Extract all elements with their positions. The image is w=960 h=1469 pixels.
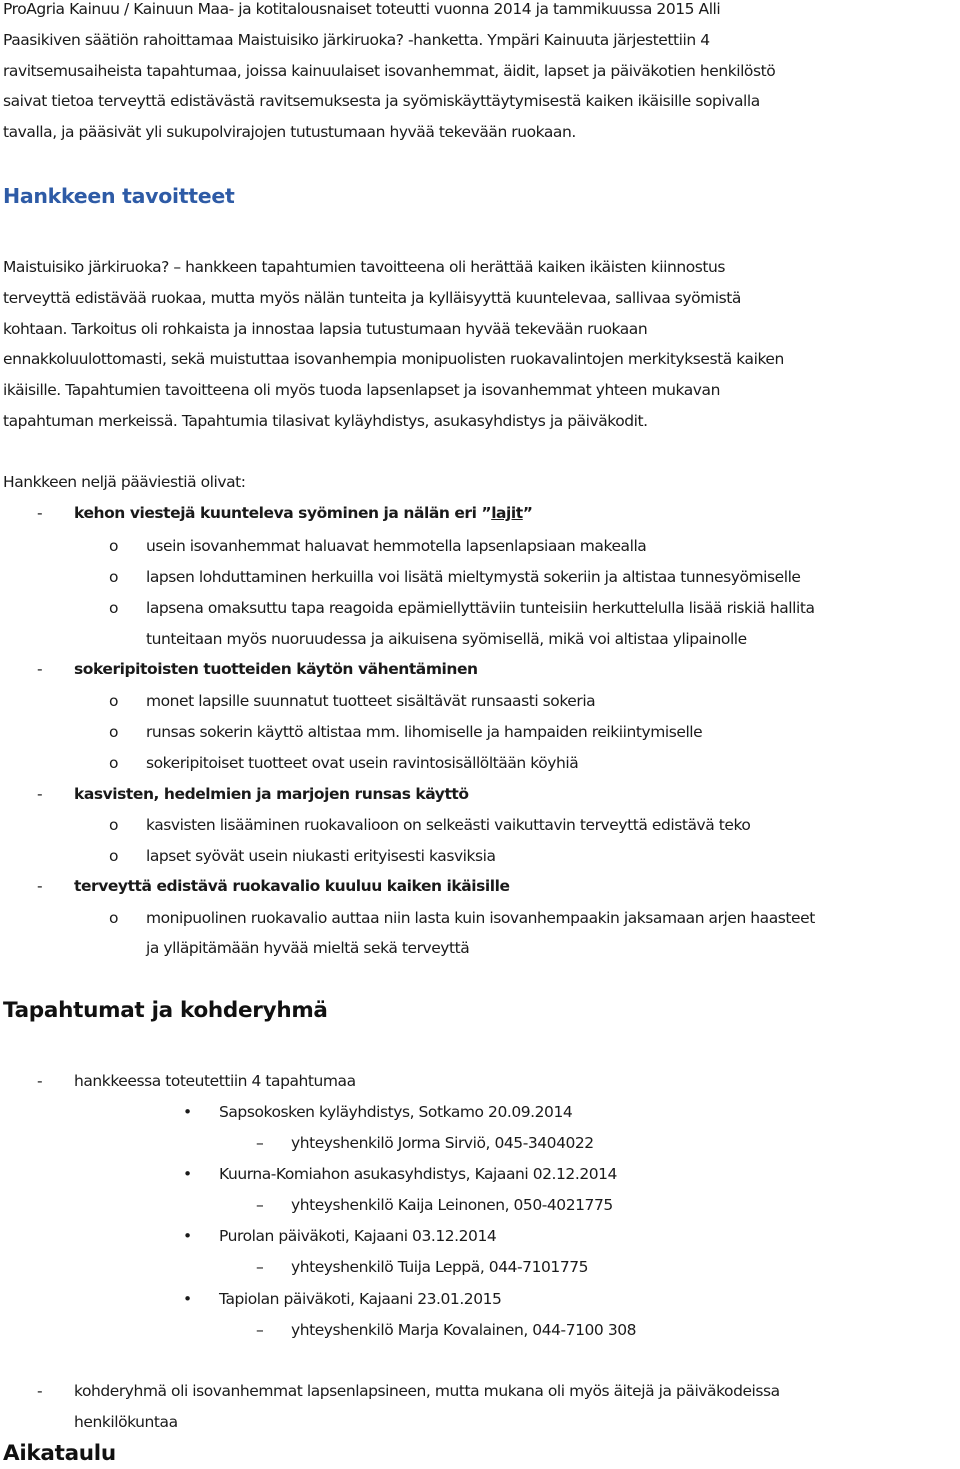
bullet-marker: o — [109, 568, 119, 586]
events-heading: Tapahtumat ja kohderyhmä — [3, 998, 328, 1023]
dash-marker: - — [37, 1072, 43, 1090]
event-place: Sapsokosken kyläyhdistys, Sotkamo 20.09.2014 — [219, 1103, 573, 1121]
event-contact: yhteyshenkilö Tuija Leppä, 044-7101775 — [291, 1258, 589, 1276]
intro-paragraph — [3, 0, 775, 148]
contact-dash-marker: – — [256, 1321, 264, 1339]
message-1-title-text: kehon viestejä kuunteleva syöminen ja nälän eri ” — [74, 504, 492, 522]
schedule-heading: Aikataulu — [3, 1441, 116, 1466]
message-4-sub: monipuolinen ruokavalio auttaa niin lasta kuin isovanhempaakin jaksamaan arjen haasteet — [146, 909, 815, 927]
event-contact: yhteyshenkilö Marja Kovalainen, 044-7100 308 — [291, 1321, 637, 1339]
intro-line: ravitsemusaiheista tapahtumaa, joissa kainuulaiset isovanhemmat, äidit, lapset ja päiväkotien henkilöstö — [3, 61, 776, 80]
goals-line: terveyttä edistävää ruokaa, mutta myös nälän tunteita ja kylläisyyttä kuuntelevaa, sallivaa syömistä — [3, 288, 741, 307]
dash-marker: - — [37, 877, 43, 895]
message-4-title: terveyttä edistävä ruokavalio kuuluu kaiken ikäisille — [74, 877, 510, 895]
message-3-sub: lapset syövät usein niukasti erityisesti kasviksia — [146, 847, 496, 865]
bullet-marker: • — [183, 1227, 193, 1245]
message-1-title-underlined: lajit — [491, 504, 523, 522]
events-intro: hankkeessa toteutettiin 4 tapahtumaa — [74, 1072, 356, 1090]
bullet-marker: o — [109, 909, 119, 927]
bullet-marker: o — [109, 754, 119, 772]
event-place: Purolan päiväkoti, Kajaani 03.12.2014 — [219, 1227, 497, 1245]
goals-paragraph — [3, 252, 784, 437]
goals-heading: Hankkeen tavoitteet — [3, 184, 235, 208]
dash-marker: - — [37, 1382, 43, 1400]
event-place: Kuurna-Komiahon asukasyhdistys, Kajaani 02.12.2014 — [219, 1165, 617, 1183]
messages-intro: Hankkeen neljä pääviestiä olivat: — [3, 473, 246, 491]
event-place: Tapiolan päiväkoti, Kajaani 23.01.2015 — [219, 1290, 502, 1308]
intro-line: ProAgria Kainuu / Kainuun Maa- ja kotitalousnaiset toteutti vuonna 2014 ja tammikuussa 2015 Alli — [3, 0, 721, 18]
message-1-sub: lapsen lohduttaminen herkuilla voi lisätä mieltymystä sokeriin ja altistaa tunnesyömiselle — [146, 568, 801, 586]
dash-marker: - — [37, 660, 43, 678]
intro-line: Paasikiven säätiön rahoittamaa Maistuisiko järkiruoka? -hanketta. Ympäri Kainuuta järjestettiin 4 — [3, 30, 710, 49]
target-group-line: henkilökuntaa — [74, 1413, 178, 1431]
goals-line: ikäisille. Tapahtumien tavoitteena oli myös tuoda lapsenlapset ja isovanhemmat yhteen mukavan — [3, 381, 720, 400]
message-2-title: sokeripitoisten tuotteiden käytön vähentäminen — [74, 660, 478, 678]
contact-dash-marker: – — [256, 1196, 264, 1214]
message-3-title: kasvisten, hedelmien ja marjojen runsas käyttö — [74, 785, 469, 803]
message-1-sub: lapsena omaksuttu tapa reagoida epämiellyttäviin tunteisiin herkuttelulla lisää riskiä hallita — [146, 599, 815, 617]
contact-dash-marker: – — [256, 1258, 264, 1276]
message-1-title-quote: ” — [522, 504, 533, 522]
message-2-sub: monet lapsille suunnatut tuotteet sisältävät runsaasti sokeria — [146, 692, 596, 710]
event-contact: yhteyshenkilö Jorma Sirviö, 045-3404022 — [291, 1134, 594, 1152]
dash-marker: - — [37, 504, 43, 522]
bullet-marker: • — [183, 1290, 193, 1308]
message-2-sub: sokeripitoiset tuotteet ovat usein ravintosisällöltään köyhiä — [146, 754, 579, 772]
message-1-sub: usein isovanhemmat haluavat hemmotella lapsenlapsiaan makealla — [146, 537, 647, 555]
bullet-marker: • — [183, 1165, 193, 1183]
message-2-sub: runsas sokerin käyttö altistaa mm. lihomiselle ja hampaiden reikiintymiselle — [146, 723, 703, 741]
message-3-sub: kasvisten lisääminen ruokavalioon on selkeästi vaikuttavin terveyttä edistävä teko — [146, 816, 751, 834]
goals-line: kohtaan. Tarkoitus oli rohkaista ja innostaa lapsia tutustumaan hyvää tekevään ruokaan — [3, 319, 648, 338]
intro-line: tavalla, ja pääsivät yli sukupolvirajojen tutustumaan hyvää tekevään ruokaan. — [3, 123, 576, 142]
dash-marker: - — [37, 785, 43, 803]
bullet-marker: • — [183, 1103, 193, 1121]
bullet-marker: o — [109, 847, 119, 865]
event-contact: yhteyshenkilö Kaija Leinonen, 050-4021775 — [291, 1196, 613, 1214]
message-1-sub-continued: tunteitaan myös nuoruudessa ja aikuisena syömisellä, mikä voi altistaa ylipainolle — [146, 630, 747, 648]
bullet-marker: o — [109, 816, 119, 834]
bullet-marker: o — [109, 692, 119, 710]
target-group-line: kohderyhmä oli isovanhemmat lapsenlapsineen, mutta mukana oli myös äitejä ja päiväkodeissa — [74, 1382, 780, 1400]
bullet-marker: o — [109, 599, 119, 617]
goals-line: tapahtuman merkeissä. Tapahtumia tilasivat kyläyhdistys, asukasyhdistys ja päiväkodit. — [3, 411, 648, 430]
contact-dash-marker: – — [256, 1134, 264, 1152]
goals-line: ennakkoluulottomasti, sekä muistuttaa isovanhempia monipuolisten ruokavalintojen merkityksestä kaiken — [3, 350, 784, 369]
goals-line: Maistuisiko järkiruoka? – hankkeen tapahtumien tavoitteena oli herättää kaiken ikäisten kiinnostus — [3, 258, 726, 276]
message-4-sub-continued: ja ylläpitämään hyvää mieltä sekä terveyttä — [146, 939, 470, 957]
bullet-marker: o — [109, 723, 119, 741]
intro-line: saivat tietoa terveyttä edistävästä ravitsemuksesta ja syömiskäyttäytymisestä kaiken ikäisille sopivalla — [3, 92, 760, 111]
bullet-marker: o — [109, 537, 119, 555]
message-1-title — [74, 498, 533, 529]
